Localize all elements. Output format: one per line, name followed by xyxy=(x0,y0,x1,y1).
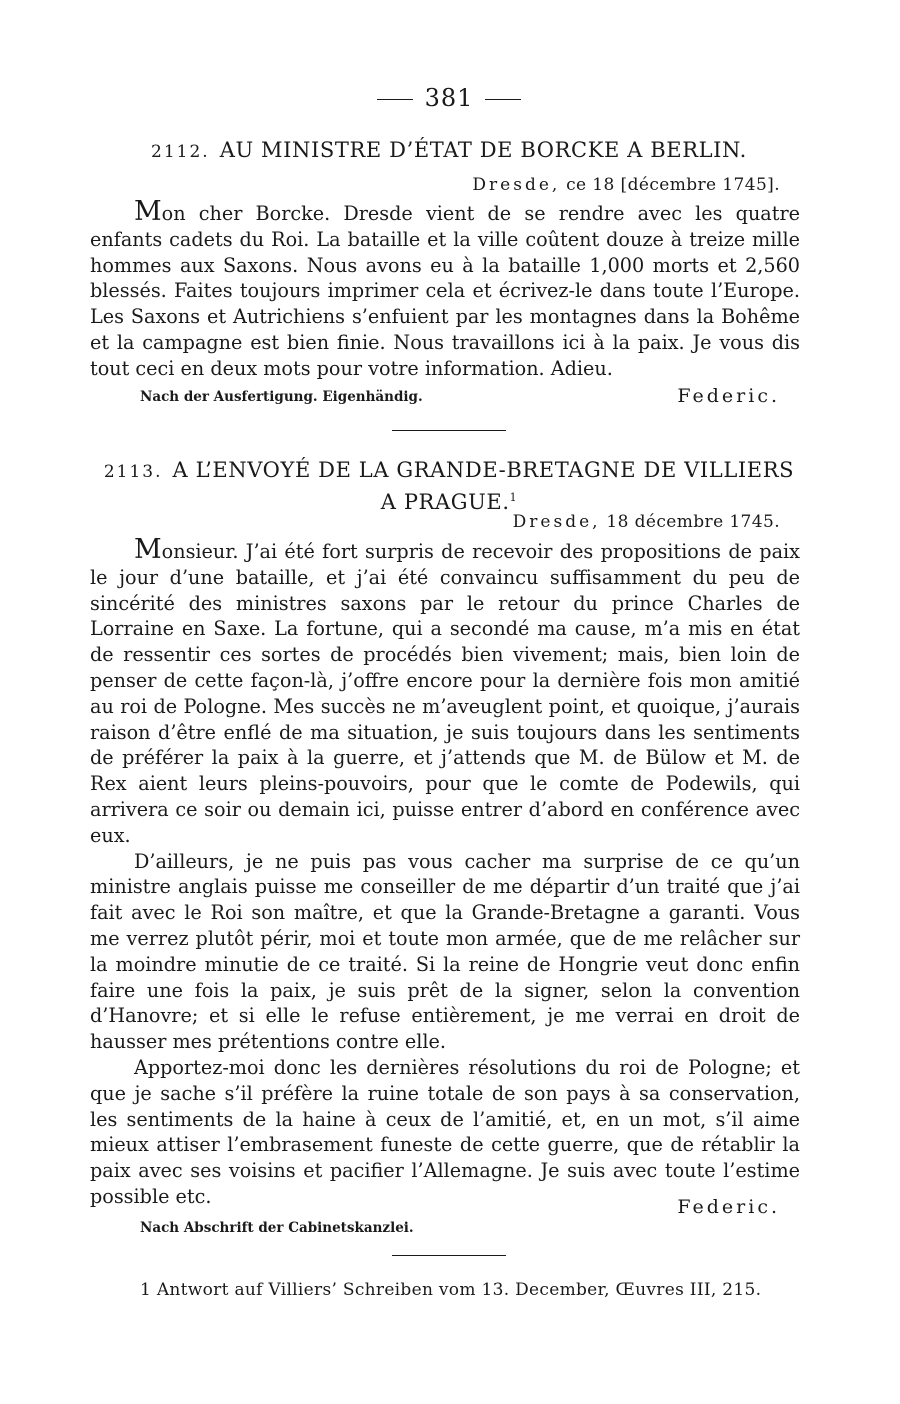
letter-body xyxy=(90,196,800,382)
letter-title: AU MINISTRE D’ÉTAT DE BORCKE A BERLIN. xyxy=(219,138,747,162)
signature: Federic. xyxy=(677,1196,780,1218)
letter-title: A L’ENVOYÉ DE LA GRANDE-BRETAGNE DE VILLIERS xyxy=(172,458,795,482)
section-divider xyxy=(392,430,506,431)
letter-place: Dresde, xyxy=(472,175,561,195)
letter-place: Dresde, xyxy=(512,512,601,532)
letter-dateline xyxy=(472,175,780,195)
paragraph xyxy=(90,849,800,1055)
paragraph xyxy=(90,1055,800,1210)
page-number xyxy=(90,84,808,112)
signature: Federic. xyxy=(677,385,780,407)
paragraph-initial: M xyxy=(134,534,162,565)
page-number-dash-right xyxy=(485,99,521,100)
source-note: Nach der Ausfertigung. Eigenhändig. xyxy=(140,389,423,405)
paragraph xyxy=(90,196,800,382)
footnote-text: Antwort auf Villiers’ Schreiben vom 13. December, Œuvres III, 215. xyxy=(156,1280,762,1300)
page-number-dash-left xyxy=(377,99,413,100)
footnote-divider xyxy=(392,1255,506,1256)
paragraph-text: D’ailleurs, je ne puis pas vous cacher ma surprise de ce qu’un ministre anglais puisse me conseiller de me départir d’un traité que j’ai fait avec le Roi son maître, et que la Grande-Bretagne a garanti. Vous me verrez plutôt périr, moi et toute mon armée, que de me relâcher sur la moindre minutie de ce traité. Si la reine de Hongrie veut donc enfin faire une fois la paix, je suis prêt de la signer, selon la convention d’Hanovre; et si elle le refuse entièrement, je me verrai en droit de hausser mes prétentions contre elle. xyxy=(90,849,800,1054)
source-note: Nach Abschrift der Cabinetskanzlei. xyxy=(140,1220,414,1236)
paragraph xyxy=(90,534,800,849)
letter-heading xyxy=(90,136,808,166)
letter-dateline xyxy=(513,512,780,532)
footnote-marker: 1 xyxy=(509,491,518,504)
letter-date: ce 18 [décembre 1745]. xyxy=(566,175,780,195)
footnote xyxy=(140,1280,761,1300)
paragraph-initial: M xyxy=(134,196,162,227)
letter-date: 18 décembre 1745. xyxy=(606,512,780,532)
paragraph-text: on cher Borcke. Dresde vient de se rendre avec les quatre enfants cadets du Roi. La bataille et la ville coûtent douze à treize mille hommes aux Saxons. Nous avons eu à la bataille 1,000 morts et 2,560 blessés. Faites toujours imprimer cela et écrivez-le dans toute l’Europe. Les Saxons et Autrichiens s’enfuient par les montagnes dans la Bohême et la campagne est bien finie. Nous travaillons ici à la paix. Je vous dis tout ceci en deux mots pour votre information. Adieu. xyxy=(90,202,800,380)
letter-number: 2113. xyxy=(103,462,163,482)
letter-title-line2: A PRAGUE. xyxy=(380,490,510,514)
letter-number: 2112. xyxy=(151,142,210,162)
footnote-number: 1 xyxy=(140,1280,152,1300)
letter-body xyxy=(90,534,800,1210)
paragraph-text: Apportez-moi donc les dernières résolutions du roi de Pologne; et que je sache s’il préfère la ruine totale de son pays à sa conservation, les sentiments de la haine à ceux de l’amitié, et, en un mot, s’il aime mieux attiser l’embrasement funeste de cette guerre, que de rétablir la paix avec ses voisins et pacifier l’Allemagne. Je suis avec toute l’estime possible etc. xyxy=(90,1055,800,1208)
paragraph-text: onsieur. J’ai été fort surpris de recevoir des propositions de paix le jour d’une bataille, et j’ai été convaincu suffisamment du peu de sincérité des ministres saxons par le retour du prince Charles de Lorraine en Saxe. La fortune, qui a secondé ma cause, m’a mis en état de ressentir ces sortes de procédés bien vivement; mais, bien loin de penser de cette façon-là, j’offre encore pour la dernière fois mon amitié au roi de Pologne. Mes succès ne m’aveuglent point, et quoique, j’aurais raison d’être enflé de ma situation, je suis toujours dans les sentiments de préférer la paix à la guerre, et j’attends que M. de Bülow et M. de Rex aient leurs pleins-pouvoirs, pour que le comte de Podewils, qui arrivera ce soir ou demain ici, puisse entrer d’abord en conférence avec eux. xyxy=(90,540,800,847)
page-number-text: 381 xyxy=(424,84,474,112)
letter-heading xyxy=(90,456,808,486)
